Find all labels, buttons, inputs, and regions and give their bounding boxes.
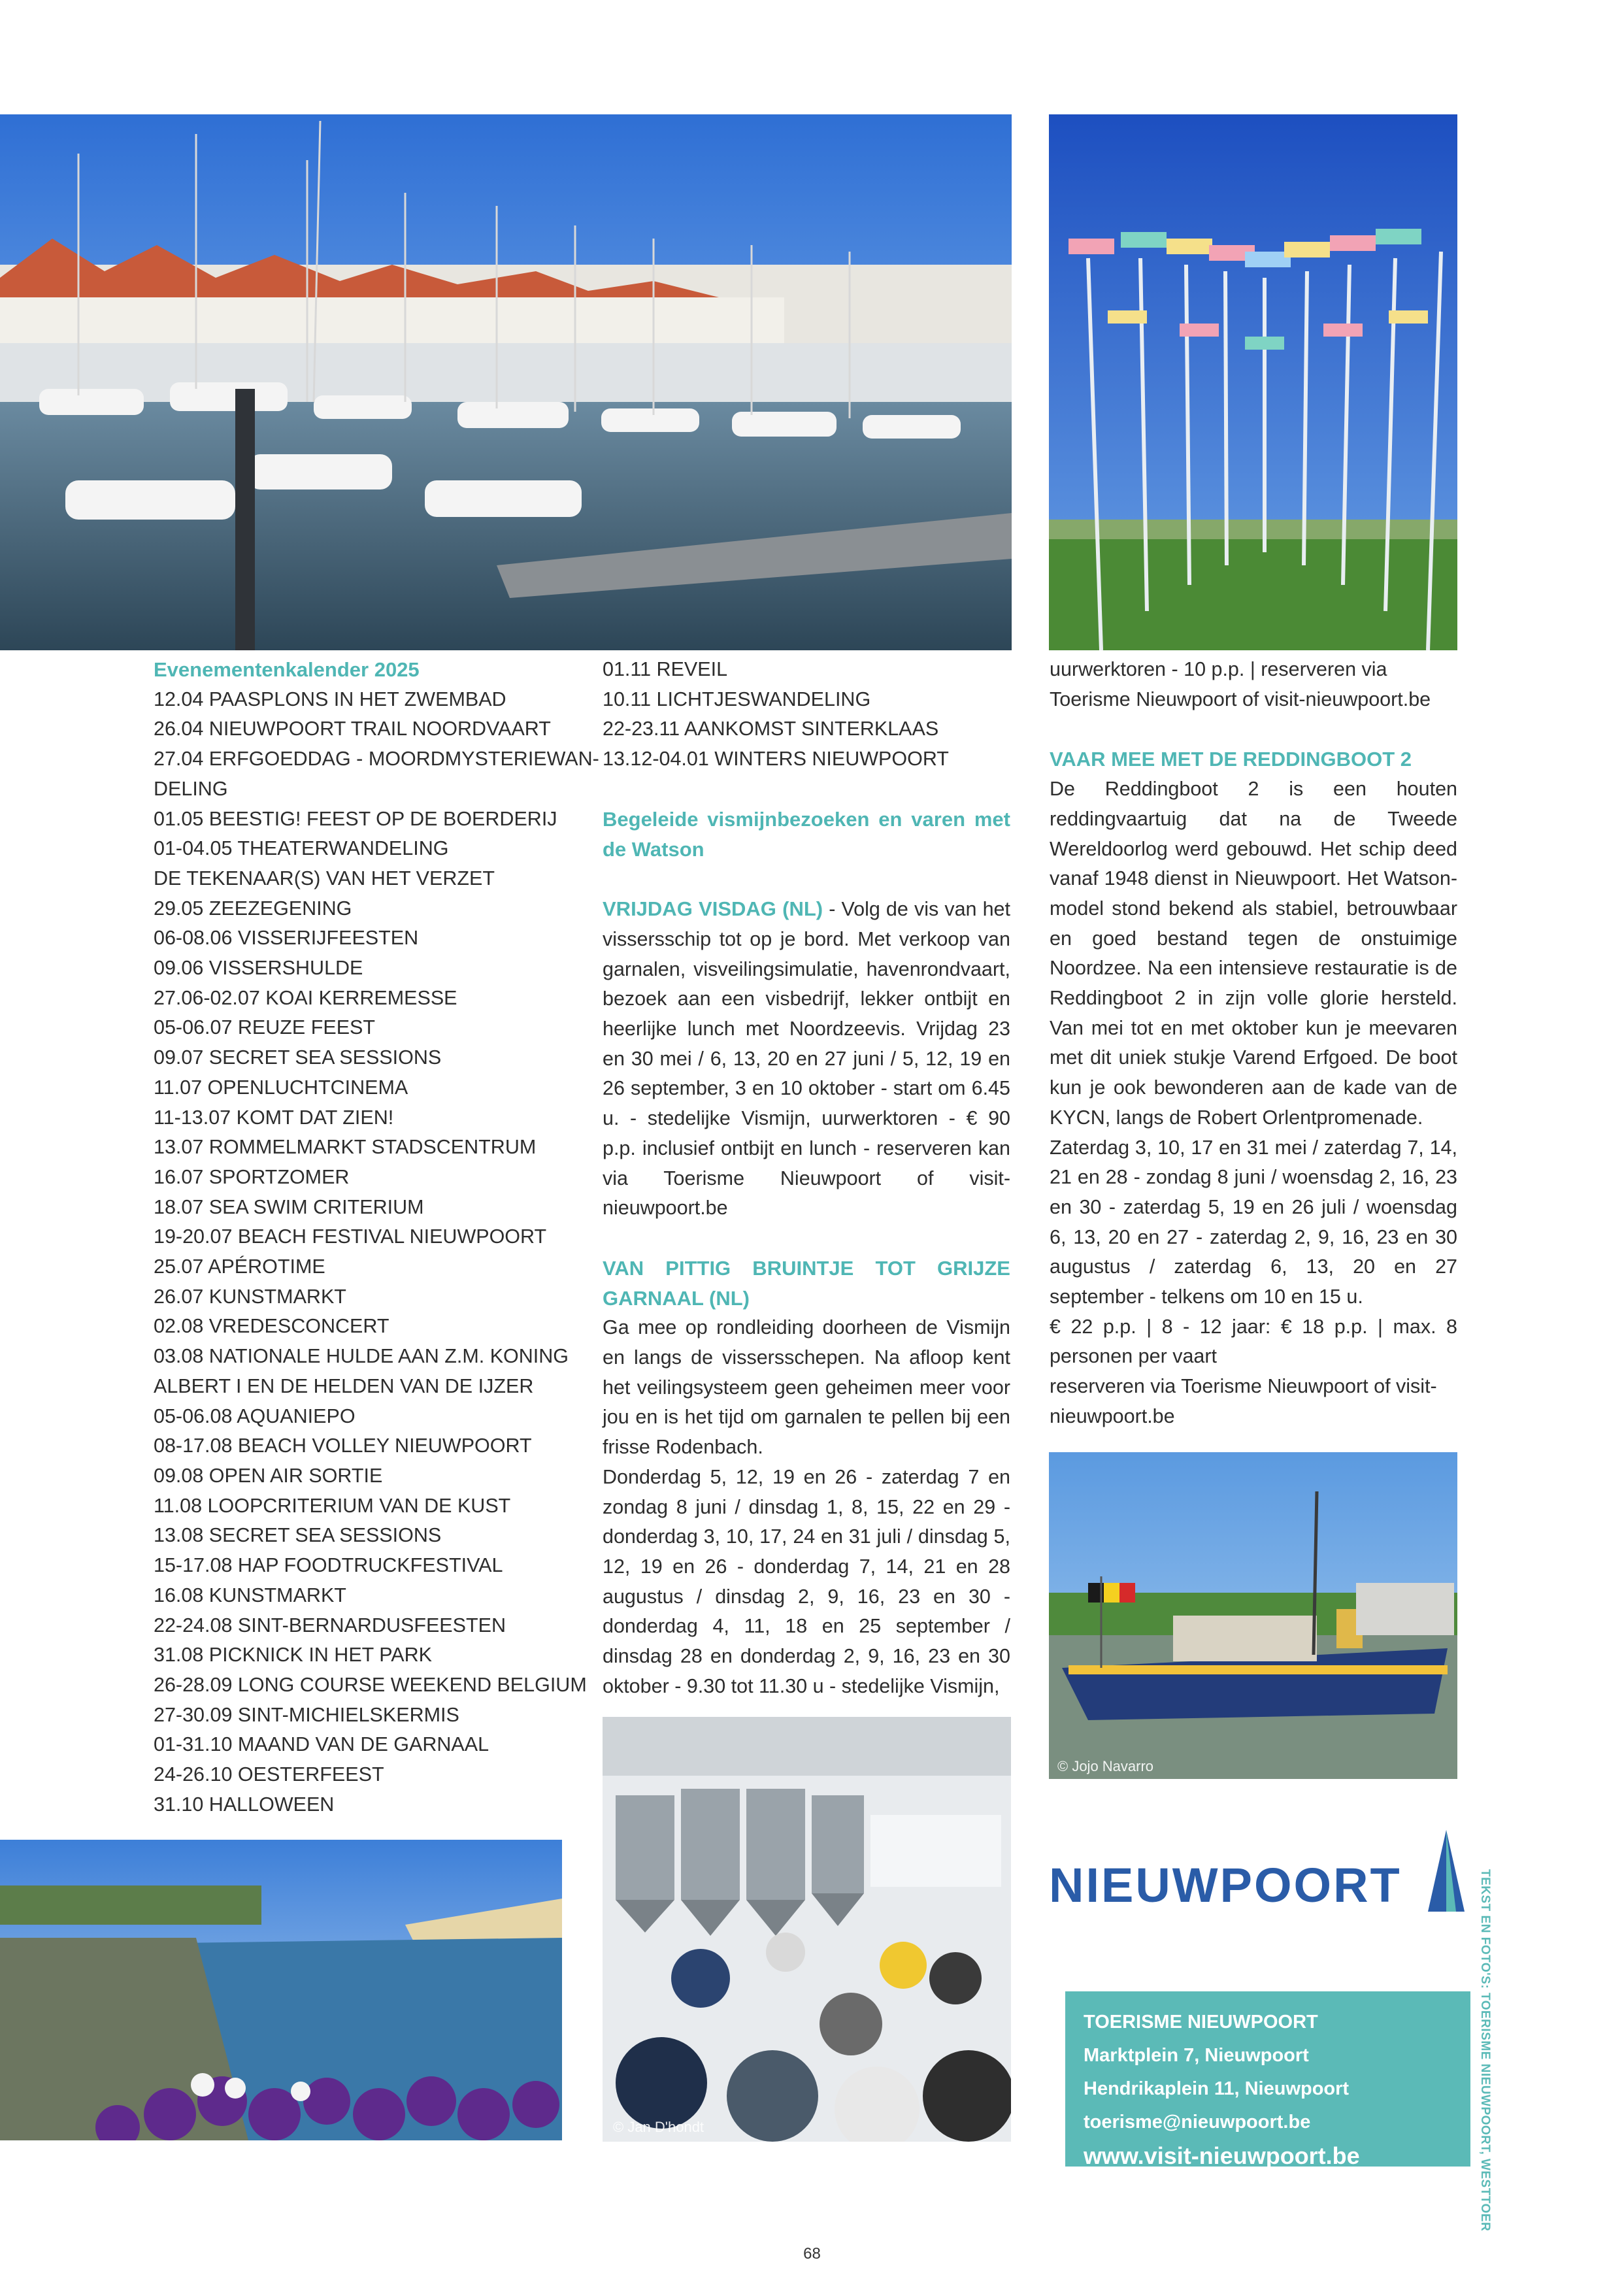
reddingboot-reserve: reserveren via Toerisme Nieuwpoort of visit-nieuwpoort.be bbox=[1050, 1375, 1437, 1427]
event-item: 22-23.11 AANKOMST SINTERKLAAS bbox=[603, 718, 939, 740]
calendar-title: Evenementenkalender 2025 bbox=[154, 658, 420, 681]
events-list bbox=[154, 685, 599, 1820]
event-item: 10.11 LICHTJESWANDELING bbox=[603, 688, 871, 710]
vismijn-photo bbox=[603, 1717, 1011, 2142]
event-item: 09.08 OPEN AIR SORTIE bbox=[154, 1464, 383, 1487]
page-number: 68 bbox=[803, 2245, 821, 2263]
event-item: 31.08 PICKNICK IN HET PARK bbox=[154, 1644, 433, 1667]
event-item: 18.07 SEA SWIM CRITERIUM bbox=[154, 1195, 424, 1218]
visdag-heading: VRIJDAG VISDAG (NL) bbox=[603, 897, 823, 921]
event-item: 06-08.06 VISSERIJFEESTEN bbox=[154, 927, 419, 950]
event-item: 16.08 KUNSTMARKT bbox=[154, 1584, 346, 1606]
canal-photo bbox=[0, 1840, 562, 2140]
event-item: 27.06-02.07 KOAI KERREMESSE bbox=[154, 986, 457, 1009]
event-item: ALBERT I EN DE HELDEN VAN DE IJZER bbox=[154, 1374, 534, 1397]
reddingboot-photo bbox=[1049, 1452, 1457, 1779]
event-item: 05-06.07 REUZE FEEST bbox=[154, 1016, 376, 1039]
event-item: 09.07 SECRET SEA SESSIONS bbox=[154, 1046, 442, 1069]
contact-box bbox=[1065, 1991, 1470, 2167]
event-item: 13.07 ROMMELMARKT STADSCENTRUM bbox=[154, 1136, 537, 1159]
event-item: 03.08 NATIONALE HULDE AAN Z.M. KONING bbox=[154, 1345, 569, 1368]
event-item: 29.05 ZEEZEGENING bbox=[154, 897, 352, 920]
reddingboot-column bbox=[1050, 655, 1457, 1432]
event-item: 31.10 HALLOWEEN bbox=[154, 1793, 335, 1816]
bruintje-dates: Donderdag 5, 12, 19 en 26 - zaterdag 7 en zondag 8 juni / dinsdag 1, 8, 15, 22 en 29 - donderdag 3, 10, 17, 24 en 31 juli / dinsdag 5, 12, 19 en 26 - donderdag 7, 14, 21 en 28 augustus / dinsdag 2, 9, 16, 23 en 30 - donderdag 4, 11, 18 en 25 september / dinsdag 28 en donderdag 2, 9, 16, 23 en 30 oktober - 9.30 tot 11.30 u - stedelijke Vismijn, bbox=[603, 1465, 1010, 1697]
reddingboot-body: De Reddingboot 2 is een houten reddingvaartuig dat na de Tweede Wereldoorlog werd gebouwd. Het schip deed vanaf 1948 dienst in Nieuwpoort. Het Watson-model stond bekend als stabiel, betrouwbaar en goed bestand tegen de onstuimige Noordzee. Na een intensieve restauratie is de Reddingboot 2 in zijn volle glorie hersteld. Van mei tot en met oktober kun je meevaren met dit uniek stukje Varend Erfgoed. De boot kun je ook bewonderen aan de kade van de KYCN, langs de Robert Orlentpromenade. bbox=[1050, 778, 1457, 1129]
event-item: 01.05 BEESTIG! FEEST OP DE BOERDERIJ bbox=[154, 807, 557, 830]
event-item: 11.08 LOOPCRITERIUM VAN DE KUST bbox=[154, 1494, 511, 1517]
contact-website[interactable]: www.visit-nieuwpoort.be bbox=[1084, 2142, 1360, 2169]
event-item: 26.04 NIEUWPOORT TRAIL NOORDVAART bbox=[154, 718, 551, 740]
event-item: 13.08 SECRET SEA SESSIONS bbox=[154, 1524, 442, 1547]
reddingboot-dates: Zaterdag 3, 10, 17 en 31 mei / zaterdag 7, 14, 21 en 28 - zondag 8 juni / woensdag 2, 16, 23 en 30 - zaterdag 5, 19 en 26 juli / woensdag 6, 13, 20 en 27 - zaterdag 2, 9, 16, 23 en 30 augustus / zaterdag 6, 13, 20 en 27 september - telkens om 10 en 15 u. bbox=[1050, 1136, 1457, 1308]
event-item: 11.07 OPENLUCHTCINEMA bbox=[154, 1076, 408, 1099]
event-item: DE TEKENAAR(S) VAN HET VERZET bbox=[154, 867, 495, 889]
event-item: 01.11 REVEIL bbox=[603, 658, 728, 680]
logo-wordmark: NIEUWPOORT bbox=[1049, 1858, 1402, 1912]
event-item: 15-17.08 HAP FOODTRUCKFESTIVAL bbox=[154, 1554, 503, 1577]
event-item: 27.04 ERFGOEDDAG - MOORDMYSTERIEWAN- bbox=[154, 748, 599, 771]
marina-photo bbox=[0, 114, 1012, 650]
reddingboot-heading: VAAR MEE MET DE REDDINGBOOT 2 bbox=[1050, 748, 1412, 771]
event-item: 01-04.05 THEATERWANDELING bbox=[154, 837, 449, 860]
bruintje-body: Ga mee op rondleiding doorheen de Vismijn en langs de vissersschepen. Na afloop kent het veilingsysteem geen geheimen meer voor jou en is het tijd om garnalen te pellen bij een frisse Rodenbach. bbox=[603, 1316, 1010, 1459]
event-item: 13.12-04.01 WINTERS NIEUWPOORT bbox=[603, 748, 949, 771]
bruintje-heading: VAN PITTIG BRUINTJE TOT GRIJZE GARNAAL (NL) bbox=[603, 1256, 1010, 1310]
event-item: 16.07 SPORTZOMER bbox=[154, 1165, 350, 1188]
reddingboot-price: € 22 p.p. | 8 - 12 jaar: € 18 p.p. | max. 8 personen per vaart bbox=[1050, 1315, 1457, 1368]
contact-address-1: Marktplein 7, Nieuwpoort bbox=[1084, 2045, 1309, 2066]
event-item: 11-13.07 KOMT DAT ZIEN! bbox=[154, 1106, 394, 1129]
event-item: 24-26.10 OESTERFEEST bbox=[154, 1763, 384, 1786]
event-item: 19-20.07 BEACH FESTIVAL NIEUWPOORT bbox=[154, 1225, 547, 1248]
boat-photo-credit: © Jojo Navarro bbox=[1057, 1758, 1154, 1774]
event-item: 22-24.08 SINT-BERNARDUSFEESTEN bbox=[154, 1614, 506, 1636]
bruintje-continued: uurwerktoren - 10 p.p. | reserveren via Toerisme Nieuwpoort of visit-nieuwpoort.be bbox=[1050, 658, 1431, 710]
event-item: DELING bbox=[154, 777, 228, 800]
vismijn-column bbox=[603, 655, 1010, 1702]
side-credit bbox=[1475, 1869, 1495, 2232]
event-item: 27-30.09 SINT-MICHIELSKERMIS bbox=[154, 1703, 459, 1726]
visdag-body: - Volg de vis van het vissersschip tot op je bord. Met verkoop van garnalen, visveilingsimulatie, havenrondvaart, bezoek aan een visbedrijf, lekker ontbijt en heerlijke lunch met Noordzeevis. Vrijdag 23 en 30 mei / 6, 13, 20 en 27 juni / 5, 12, 19 en 26 september, 3 en 10 oktober - start om 6.45 u. - stedelijke Vismijn, uurwerktoren - € 90 p.p. inclusief ontbijt en lunch - reserveren kan via Toerisme Nieuwpoort of visit-nieuwpoort.be bbox=[603, 898, 1010, 1220]
vismijn-title: Begeleide vismijnbezoeken en varen met de Watson bbox=[603, 807, 1010, 861]
event-item: 26-28.09 LONG COURSE WEEKEND BELGIUM bbox=[154, 1673, 587, 1696]
vismijn-photo-credit: © Jan D'hondt bbox=[613, 2119, 704, 2135]
contact-address-2: Hendrikaplein 11, Nieuwpoort bbox=[1084, 2078, 1350, 2099]
event-item: 02.08 VREDESCONCERT bbox=[154, 1315, 389, 1338]
events-list-continued bbox=[603, 655, 1010, 774]
event-item: 25.07 APÉROTIME bbox=[154, 1255, 325, 1278]
event-item: 12.04 PAASPLONS IN HET ZWEMBAD bbox=[154, 688, 506, 710]
contact-title: TOERISME NIEUWPOORT bbox=[1084, 2012, 1318, 2033]
contact-email[interactable]: toerisme@nieuwpoort.be bbox=[1084, 2112, 1311, 2133]
sail-icon bbox=[1427, 1830, 1466, 1915]
event-item: 26.07 KUNSTMARKT bbox=[154, 1285, 346, 1308]
event-item: 09.06 VISSERSHULDE bbox=[154, 957, 363, 980]
nieuwpoort-logo bbox=[1049, 1830, 1467, 1915]
event-item: 05-06.08 AQUANIEPO bbox=[154, 1404, 356, 1427]
windsocks-photo bbox=[1049, 114, 1457, 650]
calendar-column bbox=[154, 655, 599, 1819]
event-item: 08-17.08 BEACH VOLLEY NIEUWPOORT bbox=[154, 1435, 532, 1457]
event-item: 01-31.10 MAAND VAN DE GARNAAL bbox=[154, 1733, 489, 1756]
visdag-paragraph bbox=[603, 894, 1010, 1223]
side-credit-text: TEKST EN FOTO'S: TOERISME NIEUWPOORT, WESTTOER bbox=[1478, 1869, 1492, 2232]
